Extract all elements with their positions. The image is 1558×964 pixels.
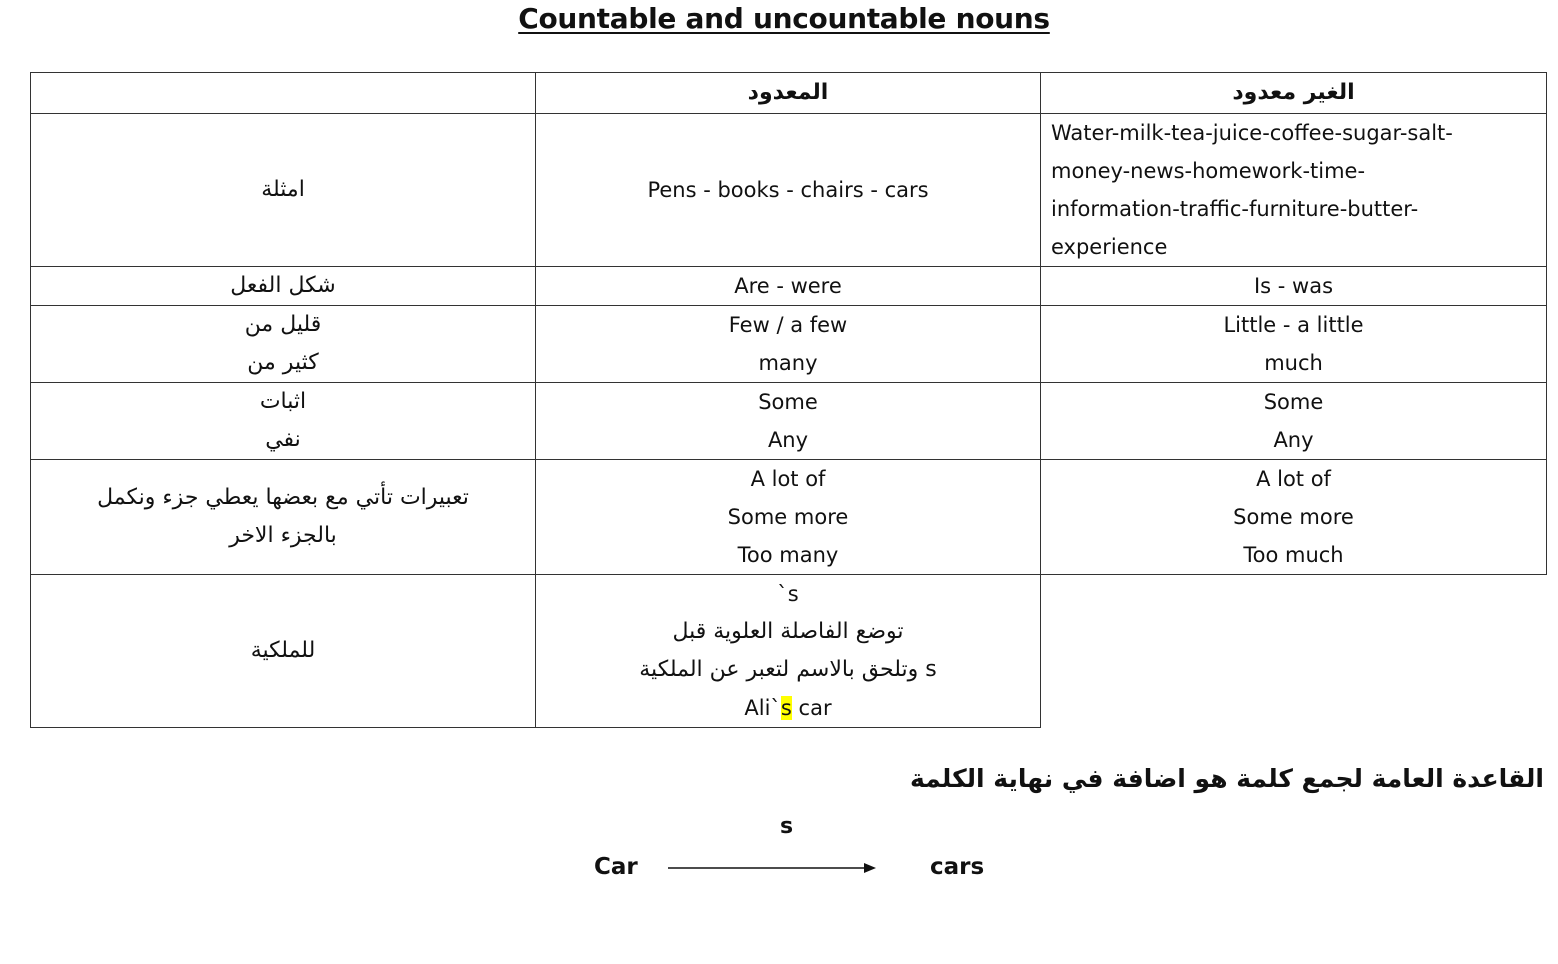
header-countable: المعدود [536, 73, 1041, 114]
cell-line: Some [758, 390, 818, 414]
cell-line: much [1264, 351, 1323, 375]
header-row [31, 73, 1547, 114]
plural-suffix: s [780, 814, 794, 839]
label-line: امثلة [261, 177, 305, 202]
header-uncountable: الغير معدود [1041, 73, 1547, 114]
cell-line: Too many [737, 543, 839, 567]
row-possessive [31, 575, 1547, 728]
plural-word: cars [930, 854, 985, 880]
cell-line: `s [777, 582, 799, 606]
label-affirm-negate [31, 383, 536, 460]
cell-line: A lot of [1256, 467, 1331, 491]
label-line: شكل الفعل [230, 273, 336, 298]
cell-line: experience [1051, 235, 1168, 259]
uncountable-examples [1041, 114, 1547, 267]
row-expressions [31, 460, 1547, 575]
label-expressions [31, 460, 536, 575]
uncountable-quantity [1041, 306, 1547, 383]
cell-line: Few / a few [728, 313, 848, 337]
label-examples [31, 114, 536, 267]
cell-line: Water-milk-tea-juice-coffee-sugar-salt- [1051, 121, 1453, 145]
cell-line: Some more [727, 505, 849, 529]
cell-line: Any [767, 428, 809, 452]
cell-line: Are - were [734, 274, 842, 298]
label-line: للملكية [250, 638, 316, 663]
row-examples [31, 114, 1547, 267]
uncountable-possessive-empty [1041, 575, 1547, 728]
cell-line: s وتلحق بالاسم لتعبر عن الملكية [639, 657, 937, 682]
cell-line: A lot of [750, 467, 826, 491]
label-quantity [31, 306, 536, 383]
row-verb-form [31, 267, 1547, 306]
page-title: Countable and uncountable nouns [518, 2, 1050, 35]
cell-line: money-news-homework-time- [1051, 159, 1366, 183]
cell-line: Some more [1233, 505, 1354, 529]
label-line: كثير من [247, 350, 319, 375]
uncountable-affirm-negate [1041, 383, 1547, 460]
nouns-table [30, 72, 1547, 728]
plural-rule-text: القاعدة العامة لجمع كلمة هو اضافة في نهاية الكلمة [909, 764, 1544, 793]
cell-line: many [758, 351, 818, 375]
row-quantity [31, 306, 1547, 383]
label-line: قليل من [244, 312, 322, 337]
cell-line: Some [1263, 390, 1324, 414]
countable-verb-form [536, 267, 1041, 306]
label-possessive [31, 575, 536, 728]
example-before: Ali` [744, 696, 781, 720]
cell-line: Too much [1243, 543, 1344, 567]
label-verb-form [31, 267, 536, 306]
cell-line: Is - was [1253, 274, 1334, 298]
header-empty [31, 73, 536, 114]
countable-expressions [536, 460, 1041, 575]
countable-affirm-negate [536, 383, 1041, 460]
label-line: تعبيرات تأتي مع بعضها يعطي جزء ونكمل [97, 485, 469, 510]
highlighted-s: s [780, 696, 792, 720]
uncountable-expressions [1041, 460, 1547, 575]
row-affirm-negate [31, 383, 1547, 460]
label-line: اثبات [259, 389, 307, 414]
cell-line: توضع الفاصلة العلوية قبل [672, 619, 904, 644]
countable-possessive [536, 575, 1041, 728]
cell-line: Any [1273, 428, 1314, 452]
label-line: بالجزء الاخر [229, 523, 337, 548]
cell-line: Little - a little [1223, 313, 1364, 337]
example-after: car [791, 696, 832, 720]
cell-line: Pens - books - chairs - cars [647, 178, 929, 202]
possessive-example [544, 689, 1032, 727]
cell-line: information-traffic-furniture-butter- [1051, 197, 1419, 221]
singular-word: Car [594, 854, 638, 880]
countable-examples [536, 114, 1041, 267]
arrow-right-icon [668, 858, 880, 878]
countable-quantity [536, 306, 1041, 383]
uncountable-verb-form [1041, 267, 1547, 306]
label-line: نفي [265, 427, 301, 452]
